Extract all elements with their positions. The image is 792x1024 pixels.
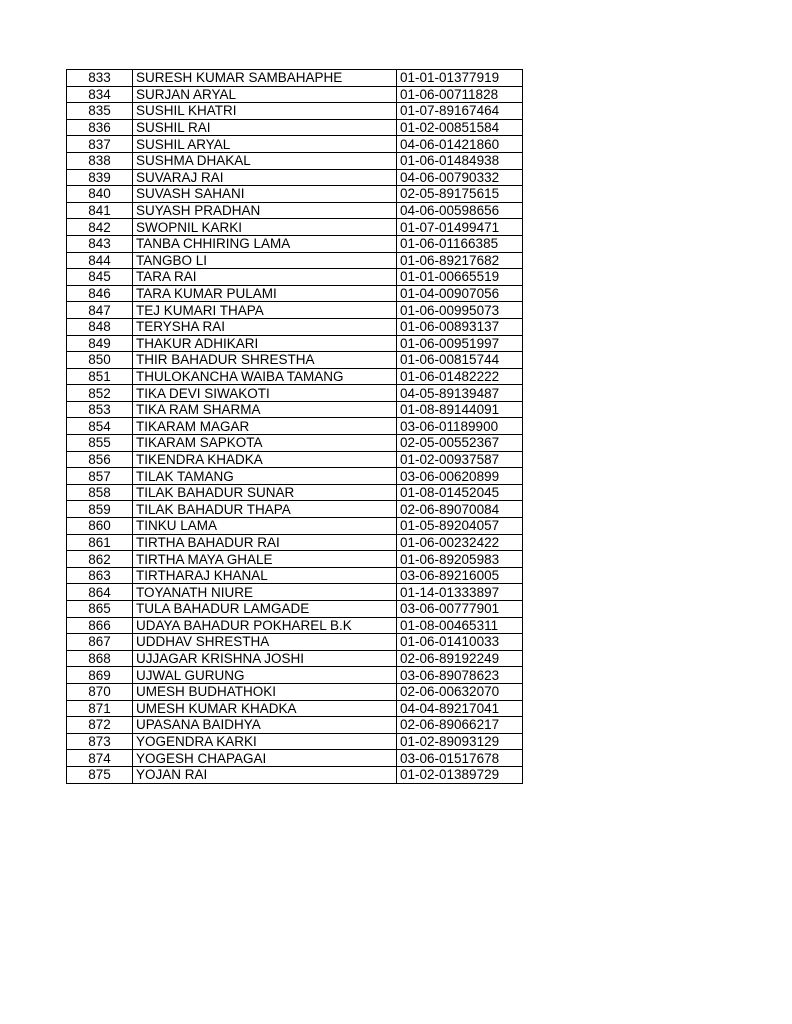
name-cell: SUVARAJ RAI [133, 169, 397, 186]
serial-number-cell: 844 [67, 252, 133, 269]
id-number-cell: 01-08-00465311 [397, 617, 523, 634]
id-number-cell: 04-05-89139487 [397, 385, 523, 402]
serial-number-cell: 833 [67, 70, 133, 87]
id-number-cell: 01-01-01377919 [397, 70, 523, 87]
name-cell: UDDHAV SHRESTHA [133, 634, 397, 651]
serial-number-cell: 836 [67, 119, 133, 136]
name-cell: TINKU LAMA [133, 518, 397, 535]
serial-number-cell: 841 [67, 202, 133, 219]
name-cell: TIKA DEVI SIWAKOTI [133, 385, 397, 402]
name-cell: TIKA RAM SHARMA [133, 401, 397, 418]
name-cell: UDAYA BAHADUR POKHAREL B.K [133, 617, 397, 634]
id-number-cell: 01-07-89167464 [397, 103, 523, 120]
table-row [67, 766, 523, 783]
name-cell: TEJ KUMARI THAPA [133, 302, 397, 319]
serial-number-cell: 850 [67, 352, 133, 369]
id-number-cell: 02-06-89066217 [397, 717, 523, 734]
serial-number-cell: 857 [67, 468, 133, 485]
serial-number-cell: 839 [67, 169, 133, 186]
name-cell: SWOPNIL KARKI [133, 219, 397, 236]
name-cell: YOGENDRA KARKI [133, 733, 397, 750]
id-number-cell: 01-02-00937587 [397, 451, 523, 468]
table-row [67, 202, 523, 219]
serial-number-cell: 866 [67, 617, 133, 634]
name-cell: UMESH BUDHATHOKI [133, 683, 397, 700]
table-row [67, 119, 523, 136]
serial-number-cell: 851 [67, 368, 133, 385]
serial-number-cell: 858 [67, 484, 133, 501]
name-cell: SUSHIL KHATRI [133, 103, 397, 120]
serial-number-cell: 842 [67, 219, 133, 236]
serial-number-cell: 846 [67, 285, 133, 302]
id-number-cell: 02-06-00632070 [397, 683, 523, 700]
table-row [67, 733, 523, 750]
id-number-cell: 01-06-01410033 [397, 634, 523, 651]
serial-number-cell: 870 [67, 683, 133, 700]
id-number-cell: 01-02-89093129 [397, 733, 523, 750]
name-cell: TANBA CHHIRING LAMA [133, 235, 397, 252]
serial-number-cell: 863 [67, 567, 133, 584]
id-number-cell: 01-06-00232422 [397, 534, 523, 551]
table-row [67, 335, 523, 352]
table-row [67, 302, 523, 319]
id-number-cell: 04-06-00598656 [397, 202, 523, 219]
table-row [67, 534, 523, 551]
id-number-cell: 01-02-01389729 [397, 766, 523, 783]
serial-number-cell: 848 [67, 318, 133, 335]
serial-number-cell: 872 [67, 717, 133, 734]
serial-number-cell: 849 [67, 335, 133, 352]
serial-number-cell: 834 [67, 86, 133, 103]
serial-number-cell: 856 [67, 451, 133, 468]
name-cell: TIKARAM SAPKOTA [133, 435, 397, 452]
table-row [67, 252, 523, 269]
id-number-cell: 04-06-00790332 [397, 169, 523, 186]
table-row [67, 451, 523, 468]
table-row [67, 717, 523, 734]
id-number-cell: 01-14-01333897 [397, 584, 523, 601]
id-number-cell: 01-05-89204057 [397, 518, 523, 535]
serial-number-cell: 868 [67, 650, 133, 667]
name-cell: TIRTHA MAYA GHALE [133, 551, 397, 568]
name-cell: TIRTHARAJ KHANAL [133, 567, 397, 584]
table-row [67, 484, 523, 501]
table-row [67, 418, 523, 435]
name-cell: SUSHIL ARYAL [133, 136, 397, 153]
id-number-cell: 01-01-00665519 [397, 269, 523, 286]
serial-number-cell: 838 [67, 152, 133, 169]
id-number-cell: 02-06-89192249 [397, 650, 523, 667]
table-row [67, 667, 523, 684]
id-number-cell: 01-06-89205983 [397, 551, 523, 568]
serial-number-cell: 865 [67, 601, 133, 618]
serial-number-cell: 867 [67, 634, 133, 651]
name-cell: UJWAL GURUNG [133, 667, 397, 684]
serial-number-cell: 854 [67, 418, 133, 435]
name-cell: SUYASH PRADHAN [133, 202, 397, 219]
id-number-cell: 01-06-00711828 [397, 86, 523, 103]
serial-number-cell: 855 [67, 435, 133, 452]
table-row [67, 368, 523, 385]
table-row [67, 136, 523, 153]
name-cell: YOGESH CHAPAGAI [133, 750, 397, 767]
table-row [67, 468, 523, 485]
id-number-cell: 01-06-00951997 [397, 335, 523, 352]
id-number-cell: 01-06-01482222 [397, 368, 523, 385]
table-row [67, 219, 523, 236]
name-cell: TIKENDRA KHADKA [133, 451, 397, 468]
table-row [67, 352, 523, 369]
name-cell: UPASANA BAIDHYA [133, 717, 397, 734]
table-row [67, 186, 523, 203]
id-number-cell: 01-06-00995073 [397, 302, 523, 319]
name-cell: SURJAN ARYAL [133, 86, 397, 103]
table-row [67, 584, 523, 601]
serial-number-cell: 859 [67, 501, 133, 518]
table-row [67, 269, 523, 286]
id-number-cell: 02-05-89175615 [397, 186, 523, 203]
name-cell: TILAK BAHADUR THAPA [133, 501, 397, 518]
name-cell: YOJAN RAI [133, 766, 397, 783]
table-row [67, 750, 523, 767]
id-number-cell: 03-06-89078623 [397, 667, 523, 684]
table-row [67, 700, 523, 717]
table-row [67, 634, 523, 651]
serial-number-cell: 835 [67, 103, 133, 120]
name-cell: SUVASH SAHANI [133, 186, 397, 203]
name-cell: SUSHMA DHAKAL [133, 152, 397, 169]
roster-table-body [67, 70, 523, 784]
name-cell: TIKARAM MAGAR [133, 418, 397, 435]
name-cell: TULA BAHADUR LAMGADE [133, 601, 397, 618]
id-number-cell: 01-08-89144091 [397, 401, 523, 418]
serial-number-cell: 853 [67, 401, 133, 418]
table-row [67, 617, 523, 634]
serial-number-cell: 864 [67, 584, 133, 601]
id-number-cell: 02-05-00552367 [397, 435, 523, 452]
id-number-cell: 01-06-01484938 [397, 152, 523, 169]
name-cell: TIRTHA BAHADUR RAI [133, 534, 397, 551]
name-cell: TANGBO LI [133, 252, 397, 269]
id-number-cell: 01-08-01452045 [397, 484, 523, 501]
name-cell: UJJAGAR KRISHNA JOSHI [133, 650, 397, 667]
name-cell: SUSHIL RAI [133, 119, 397, 136]
id-number-cell: 01-04-00907056 [397, 285, 523, 302]
id-number-cell: 03-06-89216005 [397, 567, 523, 584]
name-cell: UMESH KUMAR KHADKA [133, 700, 397, 717]
table-row [67, 551, 523, 568]
serial-number-cell: 861 [67, 534, 133, 551]
table-row [67, 103, 523, 120]
table-row [67, 567, 523, 584]
id-number-cell: 03-06-00620899 [397, 468, 523, 485]
table-row [67, 435, 523, 452]
id-number-cell: 01-06-89217682 [397, 252, 523, 269]
serial-number-cell: 852 [67, 385, 133, 402]
table-row [67, 518, 523, 535]
name-cell: SURESH KUMAR SAMBAHAPHE [133, 70, 397, 87]
id-number-cell: 04-04-89217041 [397, 700, 523, 717]
table-row [67, 401, 523, 418]
id-number-cell: 04-06-01421860 [397, 136, 523, 153]
name-cell: THIR BAHADUR SHRESTHA [133, 352, 397, 369]
serial-number-cell: 862 [67, 551, 133, 568]
name-cell: TOYANATH NIURE [133, 584, 397, 601]
id-number-cell: 01-07-01499471 [397, 219, 523, 236]
serial-number-cell: 840 [67, 186, 133, 203]
table-row [67, 318, 523, 335]
table-row [67, 601, 523, 618]
serial-number-cell: 871 [67, 700, 133, 717]
name-cell: TARA KUMAR PULAMI [133, 285, 397, 302]
serial-number-cell: 875 [67, 766, 133, 783]
table-row [67, 169, 523, 186]
table-row [67, 285, 523, 302]
id-number-cell: 01-06-00893137 [397, 318, 523, 335]
id-number-cell: 03-06-00777901 [397, 601, 523, 618]
serial-number-cell: 860 [67, 518, 133, 535]
name-cell: TERYSHA RAI [133, 318, 397, 335]
table-row [67, 650, 523, 667]
serial-number-cell: 843 [67, 235, 133, 252]
serial-number-cell: 847 [67, 302, 133, 319]
name-cell: THAKUR ADHIKARI [133, 335, 397, 352]
serial-number-cell: 869 [67, 667, 133, 684]
table-row [67, 152, 523, 169]
name-cell: TARA RAI [133, 269, 397, 286]
table-row [67, 70, 523, 87]
table-row [67, 683, 523, 700]
id-number-cell: 02-06-89070084 [397, 501, 523, 518]
id-number-cell: 03-06-01189900 [397, 418, 523, 435]
serial-number-cell: 874 [67, 750, 133, 767]
table-row [67, 86, 523, 103]
roster-table [66, 69, 523, 784]
id-number-cell: 01-02-00851584 [397, 119, 523, 136]
id-number-cell: 01-06-00815744 [397, 352, 523, 369]
table-row [67, 385, 523, 402]
name-cell: THULOKANCHA WAIBA TAMANG [133, 368, 397, 385]
id-number-cell: 01-06-01166385 [397, 235, 523, 252]
serial-number-cell: 873 [67, 733, 133, 750]
serial-number-cell: 837 [67, 136, 133, 153]
table-row [67, 235, 523, 252]
id-number-cell: 03-06-01517678 [397, 750, 523, 767]
name-cell: TILAK BAHADUR SUNAR [133, 484, 397, 501]
table-row [67, 501, 523, 518]
name-cell: TILAK TAMANG [133, 468, 397, 485]
serial-number-cell: 845 [67, 269, 133, 286]
